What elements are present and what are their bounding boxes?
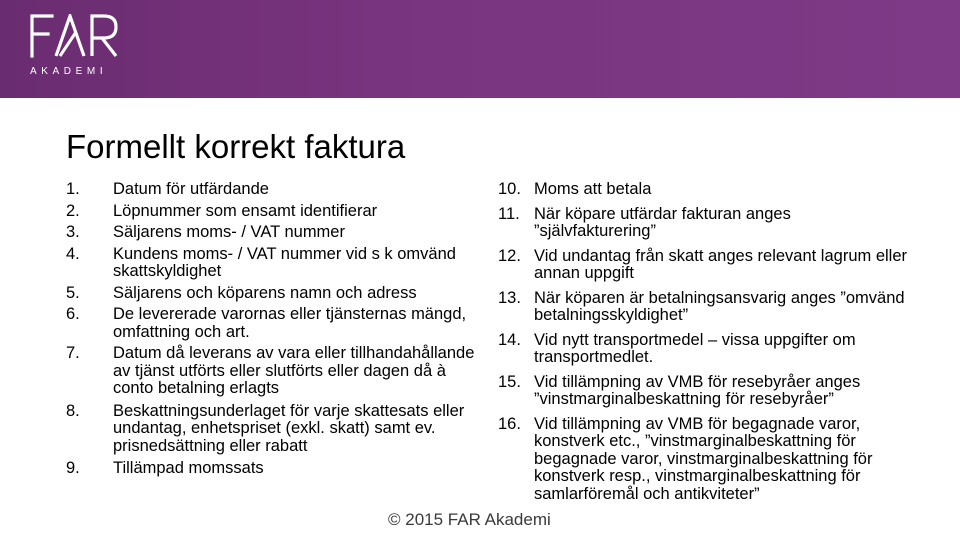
list-item: 7. Datum då leverans av vara eller tillhandahållande av tjänst utförts eller slutförts eller dagen då à conto betalning erlagts [66, 344, 475, 397]
list-item: 2. Löpnummer som ensamt identifierar [66, 201, 378, 220]
list-item: 11. När köpare utfärdar fakturan anges ”självfakturering” [498, 204, 791, 240]
left-list [66, 181, 486, 482]
list-item: 8. Beskattningsunderlaget för varje skattesats eller undantag, enhetspriset (exkl. skatt) samt ev. prisnedsättning eller rabatt [66, 401, 465, 455]
right-list [498, 181, 908, 510]
list-item: 4. Kundens moms- / VAT nummer vid s k omvänd skattskyldighet [66, 244, 456, 280]
copyright-footer: © 2015 FAR Akademi [388, 510, 551, 529]
list-item: 13. När köparen är betalningsansvarig anges ”omvänd betalningsskyldighet” [498, 288, 905, 324]
list-item: 10. Moms att betala [498, 180, 652, 198]
list-item: 12. Vid undantag från skatt anges relevant lagrum eller annan uppgift [498, 246, 908, 282]
far-akademi-logo [30, 14, 150, 84]
list-item: 3. Säljarens moms- / VAT nummer [66, 223, 345, 241]
header-banner [0, 0, 960, 98]
list-item: 14. Vid nytt transportmedel – vissa uppgifter om transportmedlet. [498, 330, 856, 366]
list-item: 5. Säljarens och köparens namn och adress [66, 283, 417, 302]
list-item: 6. De levererade varornas eller tjänsternas mängd, omfattning och art. [66, 305, 467, 341]
list-item: 15. Vid tillämpning av VMB för resebyråer anges ”vinstmarginalbeskattning för resebyråer” [498, 372, 861, 408]
far-logo-icon [30, 14, 120, 58]
logo-subtext: AKADEMI [30, 66, 108, 77]
list-item: 16. Vid tillämpning av VMB för begagnade varor, konstverk etc., ”vinstmarginalbeskattning för begagnade varor, vinstmarginalbeskattning för konstverk resp., vinstmarginalbeskattning för samlarföremål och antikviteter” [498, 414, 873, 503]
list-item: 1. Datum för utfärdande [66, 180, 269, 198]
list-item: 9. Tillämpad momssats [66, 459, 264, 477]
slide-title: Formellt korrekt faktura [66, 128, 406, 165]
